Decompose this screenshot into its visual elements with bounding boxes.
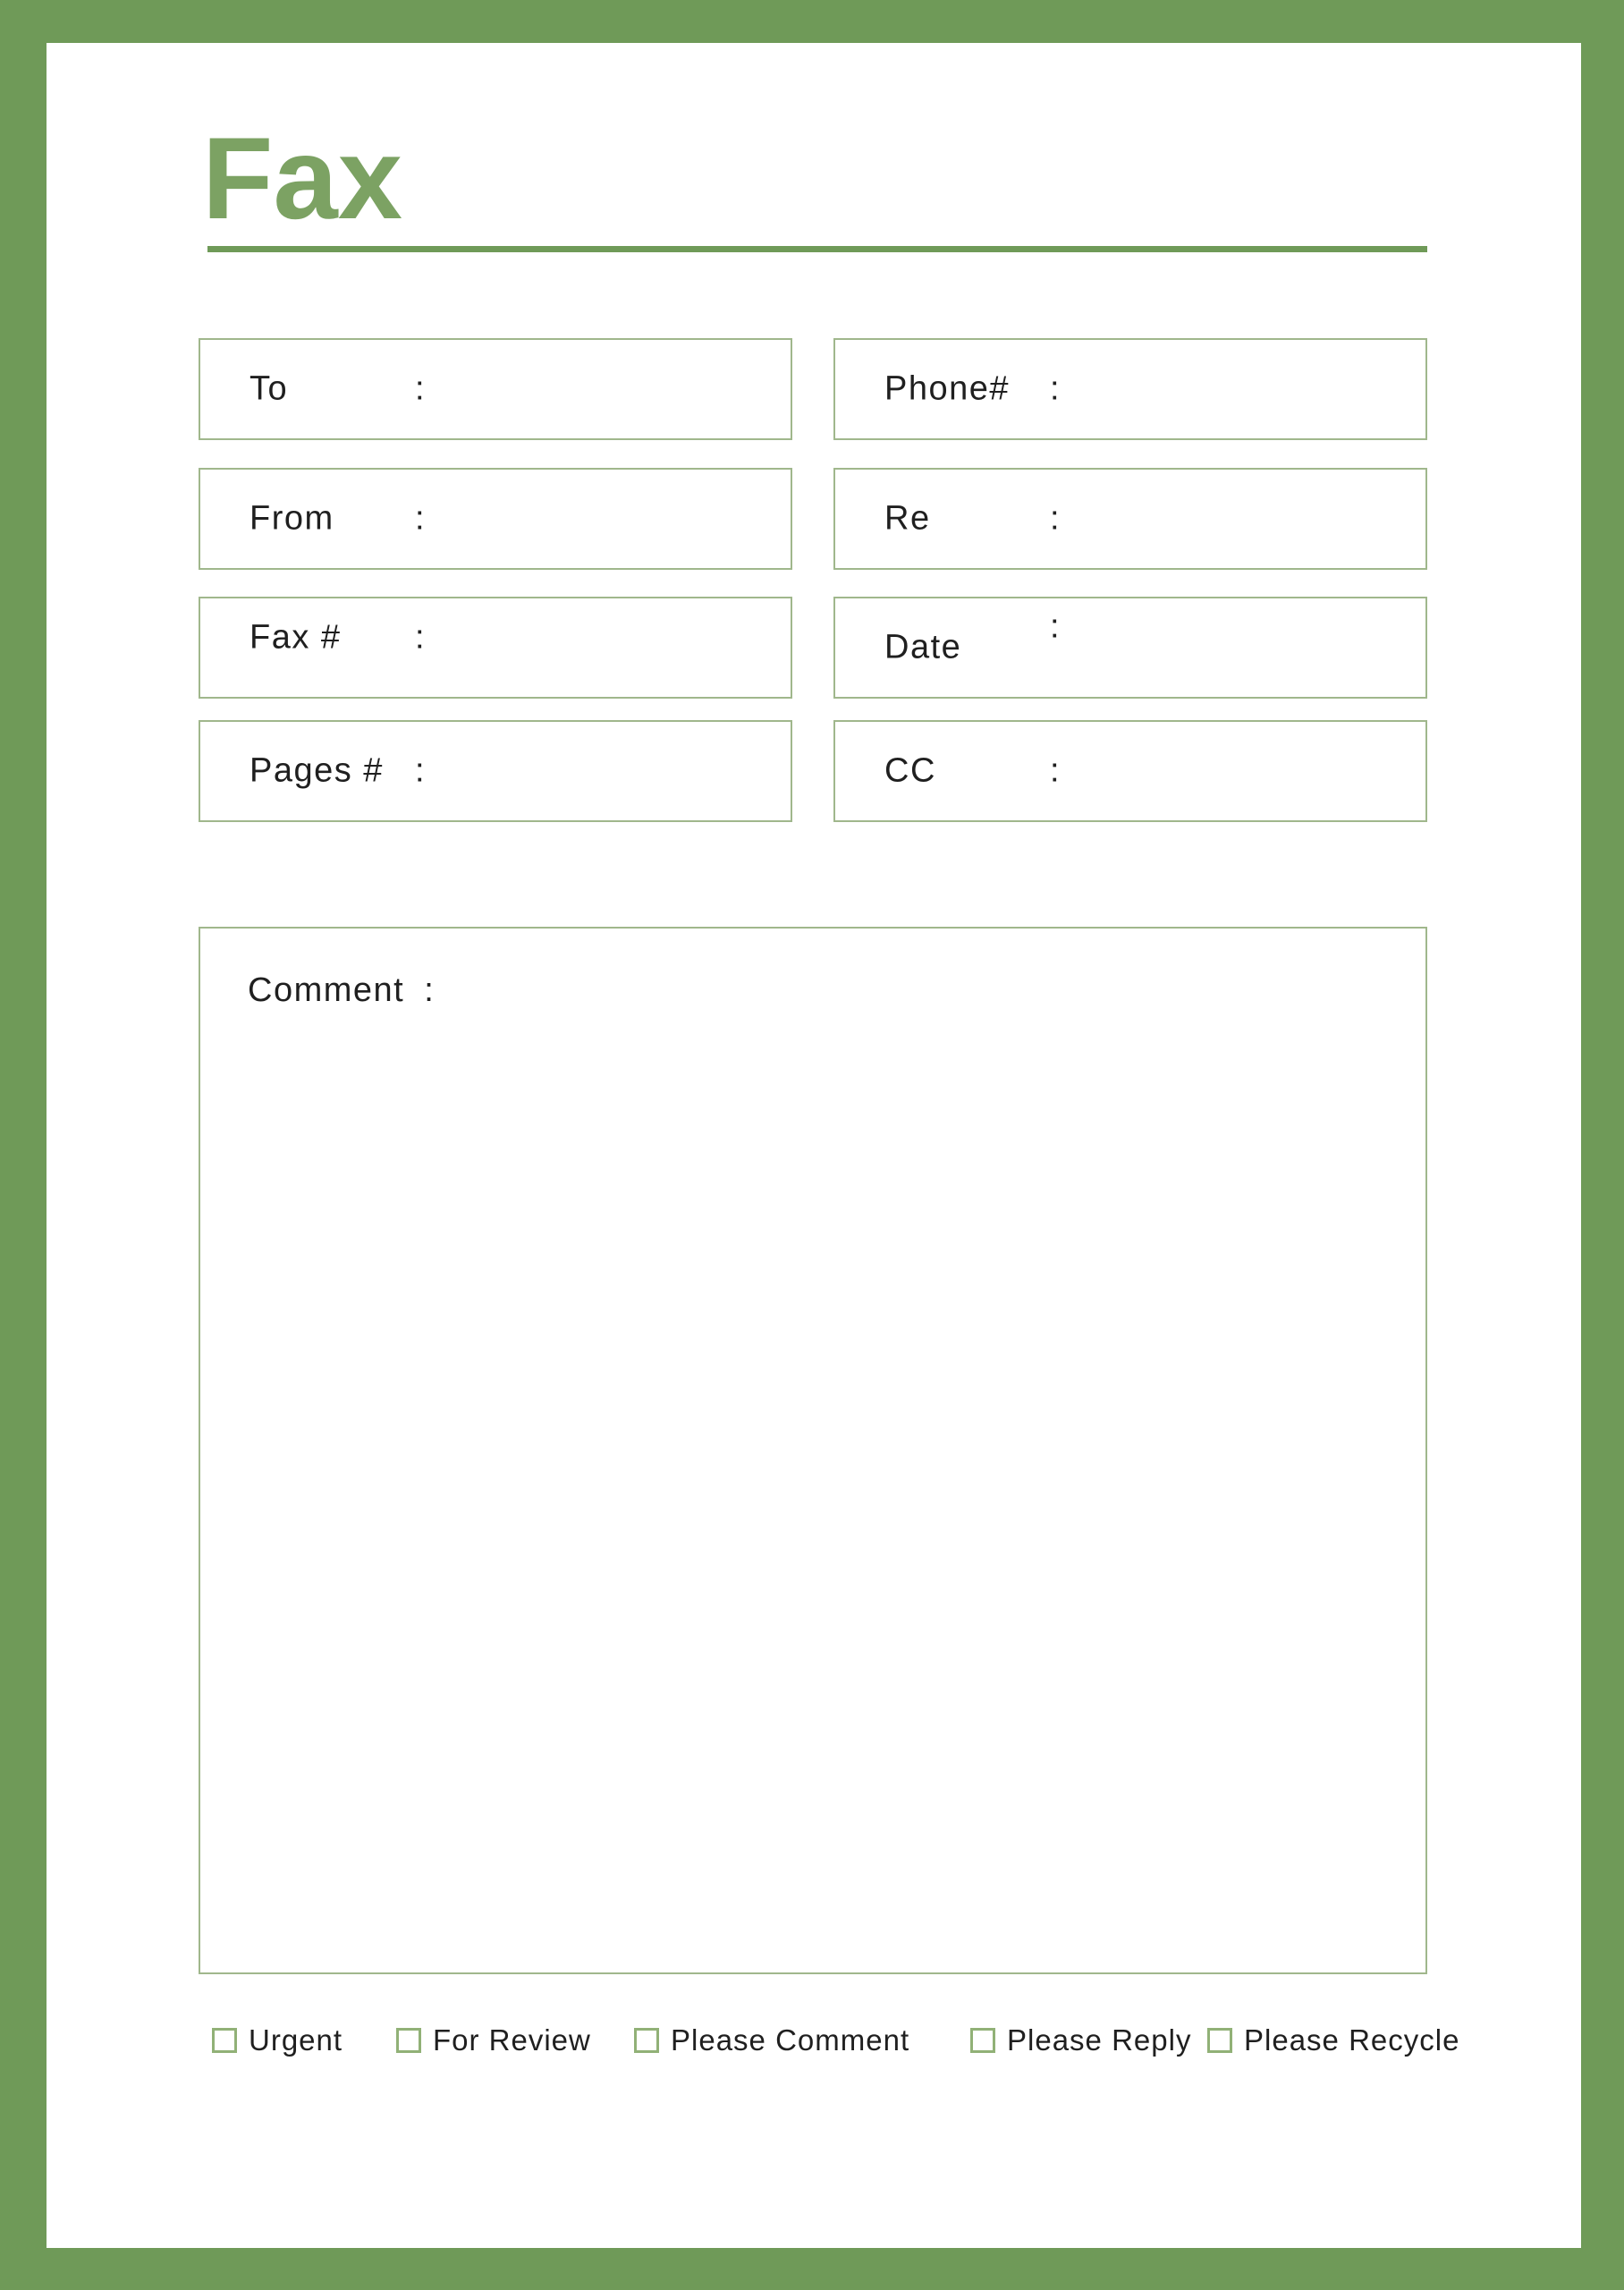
checkbox-option-please-recycle[interactable] (1207, 2023, 1459, 2057)
field-re-label: Re (884, 499, 931, 538)
page-title: Fax (202, 113, 403, 243)
checkbox-icon[interactable] (1207, 2028, 1232, 2053)
checkbox-label: Please Recycle (1244, 2023, 1460, 2057)
checkbox-option-please-reply[interactable] (970, 2023, 1191, 2057)
field-from-colon: : (415, 499, 425, 538)
checkbox-label: Urgent (249, 2023, 343, 2057)
page (47, 43, 1581, 2248)
checkbox-label: For Review (433, 2023, 591, 2057)
field-date-colon: : (1050, 607, 1060, 646)
field-to[interactable] (199, 338, 792, 440)
comment-label-row (248, 971, 435, 1010)
field-pages-label: Pages # (250, 751, 384, 790)
comment-box[interactable] (199, 927, 1427, 1974)
checkbox-label: Please Reply (1007, 2023, 1192, 2057)
checkbox-icon[interactable] (970, 2028, 995, 2053)
field-phone[interactable] (833, 338, 1427, 440)
field-to-label: To (250, 369, 289, 408)
field-to-colon: : (415, 369, 425, 408)
field-cc-colon: : (1050, 751, 1060, 790)
checkbox-label: Please Comment (671, 2023, 910, 2057)
title-underline (207, 246, 1427, 252)
checkbox-option-please-comment[interactable] (634, 2023, 909, 2057)
field-from[interactable] (199, 468, 792, 570)
checkbox-option-urgent[interactable] (212, 2023, 343, 2057)
checkbox-icon[interactable] (396, 2028, 421, 2053)
field-pages-colon: : (415, 751, 425, 790)
field-phone-colon: : (1050, 369, 1060, 408)
field-fax-number-colon: : (415, 618, 425, 657)
comment-label: Comment (248, 971, 405, 1009)
field-fax-number[interactable] (199, 597, 792, 699)
field-pages[interactable] (199, 720, 792, 822)
field-fax-number-label: Fax # (250, 618, 342, 657)
checkbox-icon[interactable] (212, 2028, 237, 2053)
field-from-label: From (250, 499, 334, 538)
checkbox-option-for-review[interactable] (396, 2023, 591, 2057)
field-cc[interactable] (833, 720, 1427, 822)
field-phone-label: Phone# (884, 369, 1011, 408)
comment-colon: : (424, 971, 436, 1009)
field-re-colon: : (1050, 499, 1060, 538)
field-re[interactable] (833, 468, 1427, 570)
field-date[interactable] (833, 597, 1427, 699)
field-date-label: Date (884, 628, 962, 666)
checkbox-icon[interactable] (634, 2028, 659, 2053)
field-cc-label: CC (884, 751, 936, 790)
